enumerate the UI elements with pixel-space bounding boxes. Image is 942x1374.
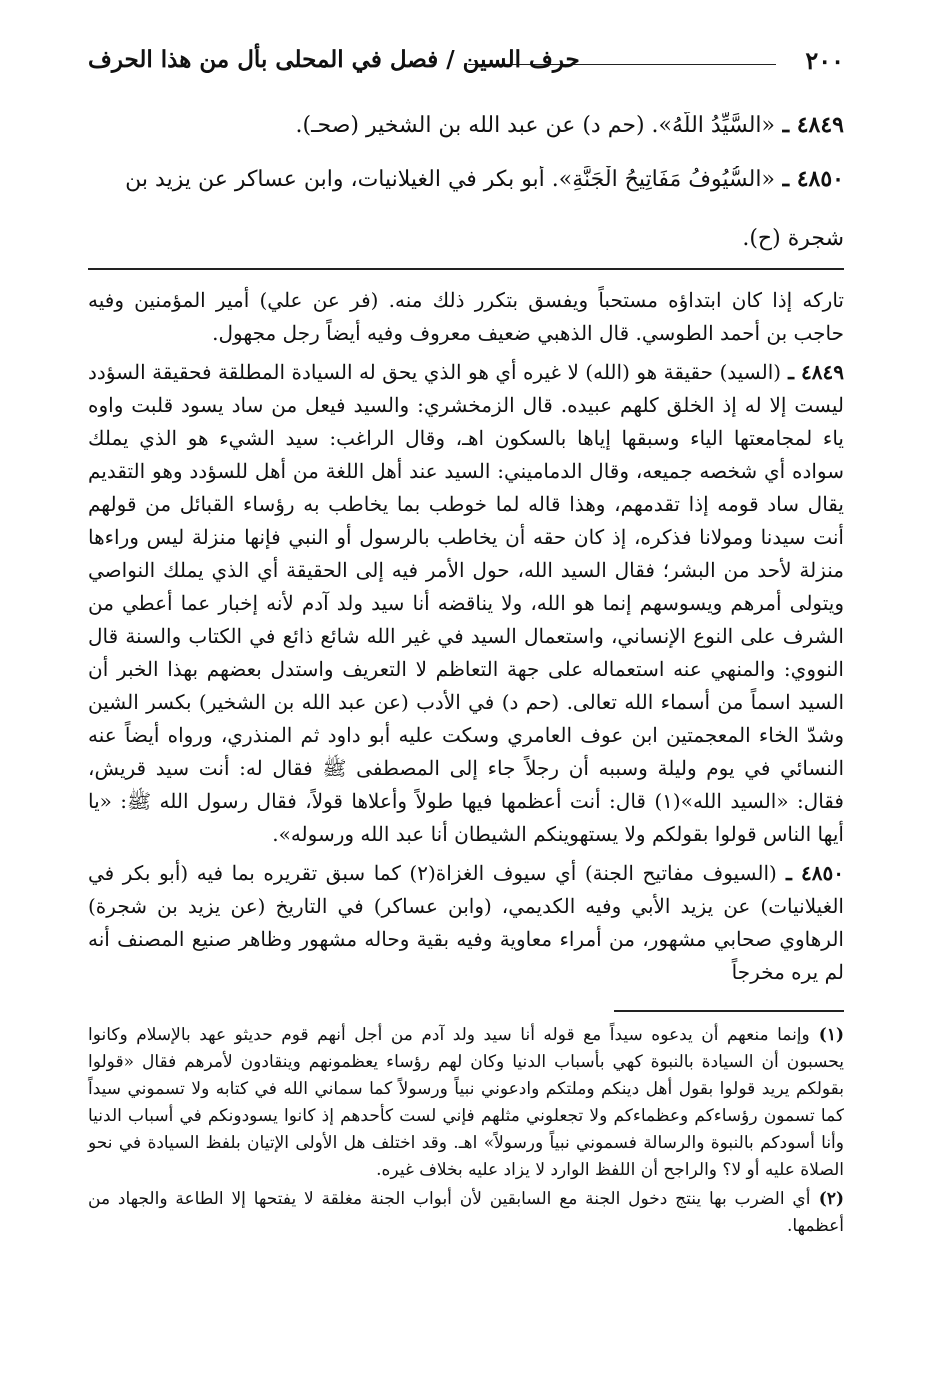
hadith-number: ٤٨٤٩ ـ [774,112,844,138]
hadith-4850-line2 [88,226,844,251]
footnote-text: وإنما منعهم أن يدعوه سيداً مع قوله أنا سيد ولد آدم من أجل أنهم قوم حديثو عهد بالإسلام وكانوا يحسبون أن السيادة بالنبوة كهي بأسباب الدنيا وكان لهم رؤساء يعظمونهم وينقادون لأمرهم فقال «قولوا بقولكم يريد قولوا بقول أهل دينكم وملتكم وادعوني نبياً ورسولاً كما سماني الله في كتابه ولا تسموني سيداً كما تسمون رؤساءكم وعظماءكم ولا تجعلوني مثلهم فإني لست كأحدهم إذ كانوا يسودونكم في أسباب الدنيا وأنا أسودكم بالنبوة والرسالة فسموني نبياً ورسولاً» اهـ. وقد اختلف هل الأولى الإتيان بلفظ السيادة في نحو الصلاة عليه أو لا؟ والراجح أن اللفظ الوارد لا يزاد عليه بخلاف غيره. [88,1025,844,1180]
commentary-text: تاركه إذا كان ابتداؤه مستحباً ويفسق بتكرر ذلك منه. (فر عن علي) أمير المؤمنين وفيه حاجب بن أحمد الطوسي. قال الذهبي ضعيف معروف وفيه أيضاً رجل مجهول. [88,288,844,345]
footnote-separator [614,1010,844,1012]
running-header [88,42,844,82]
footnotes [88,1022,844,1242]
hadith-text: «السُّيُوفُ مَفَاتِيحُ الْجَنَّةِ». أبو بكر في الغيلانيات، وابن عساكر عن يزيد بن [125,167,775,192]
footnote-number: (١) [809,1025,844,1045]
commentary-text: (السيوف مفاتيح الجنة) أي سيوف الغزاة(٢) كما سبق تقريره بما فيه (أبو بكر في الغيلانيات) عن يزيد الأبي وفيه الكديمي، (وابن عساكر) في التاريخ (عن يزيد بن شجرة) الرهاوي صحابي مشهور، من أمراء معاوية وفيه بقية وحاله مشهور وظاهر صنيع المصنف أنه لم يره مخرجاً [88,861,844,984]
footnote [88,1186,844,1240]
footnote-text: أي الضرب بها ينتج دخول الجنة مع السابقين لأن أبواب الجنة مغلقة لا يفتحها إلا الطاعة والجهاد من أعظمها. [88,1189,844,1236]
hadith-number: ٤٨٥٠ ـ [774,166,844,192]
page-number: ٢٠٠ [805,46,844,75]
commentary-text: (السيد) حقيقة هو (الله) لا غيره أي هو الذي يحق له السيادة المطلقة فحقيقة السؤدد ليست إلا له إذ الخلق كلهم عبيده. قال الزمخشري: والسيد فيعل من ساد يسود قلبت واوه ياء لمجامعتها الياء وسبقها إياها بالسكون اهـ، وقال الراغب: سيد الشيء هو الذي يملك سواده أي شخصه جميعه، وقال الدماميني: السيد عند أهل اللغة من أهل للسؤدد وهو التقديم يقال ساد قومه إذا تقدمهم، وهذا قاله لما خوطب بما يخاطب به رؤساء القبائل من قولهم أنت سيدنا ومولانا فذكره، إذ كان حقه أن يخاطب بالرسول أو النبي فإنها منزلة ليس وراءها منزلة لأحد من البشر؛ فقال السيد الله، حول الأمر فيه إلى الحقيقة أي الذي يملك النواصي ويتولى أمرهم ويسوسهم إنما هو الله، ولا يناقضه أنا سيد ولد آدم لأنه إخبار عما أعطي من الشرف على النوع الإنساني، واستعمال السيد في غير الله شائع ذائع في الكتاب والسنة قال النووي: والمنهي عنه استعماله على جهة التعاظم لا التعريف واستدل بعضهم بهذا الخبر أن السيد اسماً من أسماء الله تعالى. (حم د) في الأدب (عن عبد الله بن الشخير) بكسر الشين وشدّ الخاء المعجمتين ابن عوف العامري وسكت عليه أبو داود ثم المنذري، ورواه أيضاً عنه النسائي في يوم وليلة وسببه أن رجلاً جاء إلى المصطفى ﷺ فقال له: أنت سيد قريش، فقال: «السيد الله»(١) قال: أنت أعظمها فيها طولاً وأعلاها قولاً، فقال رسول الله ﷺ: «يا أيها الناس قولوا بقولكم ولا يستهوينكم الشيطان أنا عبد الله ورسوله». [88,360,844,846]
footnote [88,1022,844,1184]
hadith-4849 [88,112,844,138]
commentary-paragraph [88,857,844,989]
hadith-text-continued: شجرة (ح). [742,226,844,251]
commentary-number: ٤٨٤٩ ـ [781,360,844,384]
commentary-paragraph [88,356,844,851]
hadith-text: «السَّيِّدُ اللَّهُ». (حم د) عن عبد الله بن الشخير (صحـ). [295,113,775,138]
commentary-separator [88,268,844,270]
footnote-number: (٢) [810,1189,844,1209]
commentary-paragraph [88,284,844,350]
commentary-number: ٤٨٥٠ ـ [776,861,844,885]
hadith-4850-line1 [88,166,844,192]
header-title: حرف السين / فصل في المحلى بأل من هذا الحرف [88,46,580,73]
commentary [88,284,844,995]
